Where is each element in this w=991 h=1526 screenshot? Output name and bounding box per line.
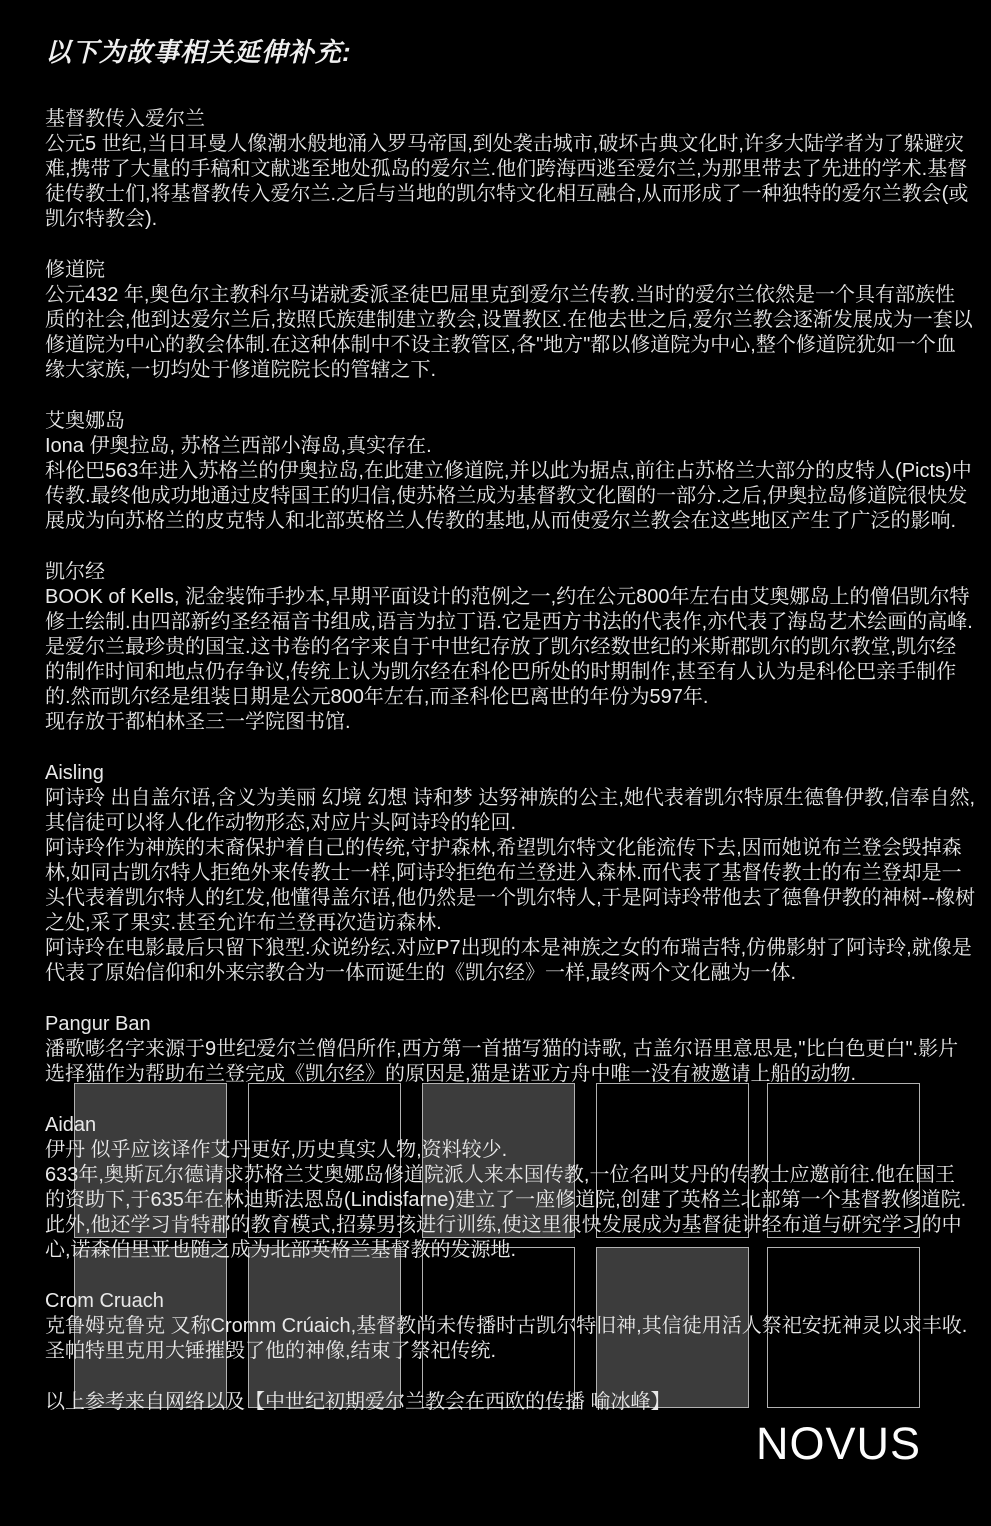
section-paragraph: 阿诗玲作为神族的末裔保护着自己的传统,守护森林,希望凯尔特文化能流传下去,因而她说布兰登会毁掉森林,如同古凯尔特人拒绝外来传教士一样,阿诗玲拒绝布兰登进入森林.而代表了基督传教士的布兰登却是一头代表着凯尔特人的红发,他懂得盖尔语,他仍然是一个凯尔特人,于是阿诗玲带他去了德鲁伊教的神树--橡树之处,采了果实.甚至允许布兰登再次造访森林. <box>45 837 975 934</box>
section-book-of-kells <box>45 560 975 735</box>
section-heading: Crom Cruach <box>45 1290 164 1312</box>
section-aidan <box>45 1113 975 1263</box>
section-heading: 基督教传入爱尔兰 <box>45 108 205 130</box>
page-title: 以下为故事相关延伸补充: <box>45 37 352 67</box>
section-crom-cruach <box>45 1289 975 1364</box>
section-heading: Pangur Ban <box>45 1013 151 1035</box>
section-paragraph: 公元5 世纪,当日耳曼人像潮水般地涌入罗马帝国,到处袭击城市,破坏古典文化时,许多大陆学者为了躲避灾难,携带了大量的手稿和文献逃至地处孤岛的爱尔兰.他们跨海西逃至爱尔兰,为那里带去了先进的学术.基督徒传教士们,将基督教传入爱尔兰.之后与当地的凯尔特文化相互融合,从而形成了一种独特的爱尔兰教会(或凯尔特教会). <box>45 133 969 230</box>
section-heading: 修道院 <box>45 259 105 281</box>
novus-logo: NOVUS <box>755 1418 921 1469</box>
section-paragraph: 阿诗玲 出自盖尔语,含义为美丽 幻境 幻想 诗和梦 达努神族的公主,她代表着凯尔特原生德鲁伊教,信奉自然,其信徒可以将人化作动物形态,对应片头阿诗玲的轮回. <box>45 787 976 834</box>
section-paragraph: 潘歌嘭名字来源于9世纪爱尔兰僧侣所作,西方第一首描写猫的诗歌, 古盖尔语里意思是,"比白色更白".影片选择猫作为帮助布兰登完成《凯尔经》的原因是,猫是诺亚方舟中唯一没有被邀请上船的动物. <box>45 1038 959 1085</box>
section-paragraph: 现存放于都柏林圣三一学院图书馆. <box>45 711 351 733</box>
section-iona <box>45 409 975 534</box>
section-christianity-into-ireland <box>45 107 975 232</box>
section-paragraph: 科伦巴563年进入苏格兰的伊奥拉岛,在此建立修道院,并以此为据点,前往占苏格兰大部分的皮特人(Picts)中传教.最终他成功地通过皮特国王的归信,使苏格兰成为基督教文化圈的一部分.之后,伊奥拉岛修道院很快发展成为向苏格兰的皮克特人和北部英格兰人传教的基地,从而使爱尔兰教会在这些地区产生了广泛的影响. <box>45 460 972 532</box>
section-paragraph: 公元432 年,奥色尔主教科尔马诺就委派圣徒巴屈里克到爱尔兰传教.当时的爱尔兰依然是一个具有部族性质的社会,他到达爱尔兰后,按照氏族建制建立教会,设置教区.在他去世之后,爱尔兰教会逐渐发展成为一套以修道院为中心的教会体制.在这种体制中不设主教管区,各"地方"都以修道院为中心,整个修道院犹如一个血缘大家族,一切均处于修道院院长的管辖之下. <box>45 284 973 381</box>
section-heading: Aisling <box>45 762 104 784</box>
section-paragraph: 伊丹 似乎应该译作艾丹更好,历史真实人物,资料较少. <box>45 1139 508 1161</box>
section-paragraph: 633年,奥斯瓦尔德请求苏格兰艾奥娜岛修道院派人来本国传教,一位名叫艾丹的传教士应邀前往.他在国王的资助下,于635年在林迪斯法恩岛(Lindisfarne)建立了一座修道院,创建了英格兰北部第一个基督教修道院.此外,他还学习肯特郡的教育模式,招募男孩进行训练,使这里很快发展成为基督徒讲经布道与研究学习的中心,诺森伯里亚也随之成为北部英格兰基督教的发源地. <box>45 1164 967 1261</box>
section-paragraph: 克鲁姆克鲁克 又称Cromm Crúaich,基督教尚未传播时古凯尔特旧神,其信徒用活人祭祀安抚神灵以求丰收.圣帕特里克用大锤摧毁了他的神像,结束了祭祀传统. <box>45 1315 968 1362</box>
reference-note: 以上参考来自网络以及【中世纪初期爱尔兰教会在西欧的传播 喻冰峰】 <box>45 1391 671 1413</box>
section-heading: Aidan <box>45 1114 97 1136</box>
section-paragraph: BOOK of Kells, 泥金装饰手抄本,早期平面设计的范例之一,约在公元800年左右由艾奥娜岛上的僧侣凯尔特修士绘制.由四部新约圣经福音书组成,语言为拉丁语.它是西方书法的代表作,亦代表了海岛艺术绘画的高峰.是爱尔兰最珍贵的国宝.这书卷的名字来自于中世纪存放了凯尔经数世纪的米斯郡凯尔的凯尔教堂,凯尔经的制作时间和地点仍存争议,传统上认为凯尔经在科伦巴所处的时期制作,甚至有人认为是科伦巴亲手制作的.然而凯尔经是组装日期是公元800年左右,而圣科伦巴离世的年份为597年. <box>45 586 973 708</box>
section-paragraph: 阿诗玲在电影最后只留下狼型.众说纷纭.对应P7出现的本是神族之女的布瑞吉特,仿佛影射了阿诗玲,就像是代表了原始信仰和外来宗教合为一体而诞生的《凯尔经》一样,最终两个文化融为一体. <box>45 937 972 984</box>
section-heading: 艾奥娜岛 <box>45 410 125 432</box>
section-heading: 凯尔经 <box>45 561 105 583</box>
section-pangur-ban <box>45 1012 975 1087</box>
section-monastery <box>45 258 975 383</box>
section-paragraph: Iona 伊奥拉岛, 苏格兰西部小海岛,真实存在. <box>45 435 432 457</box>
section-aisling <box>45 761 975 986</box>
